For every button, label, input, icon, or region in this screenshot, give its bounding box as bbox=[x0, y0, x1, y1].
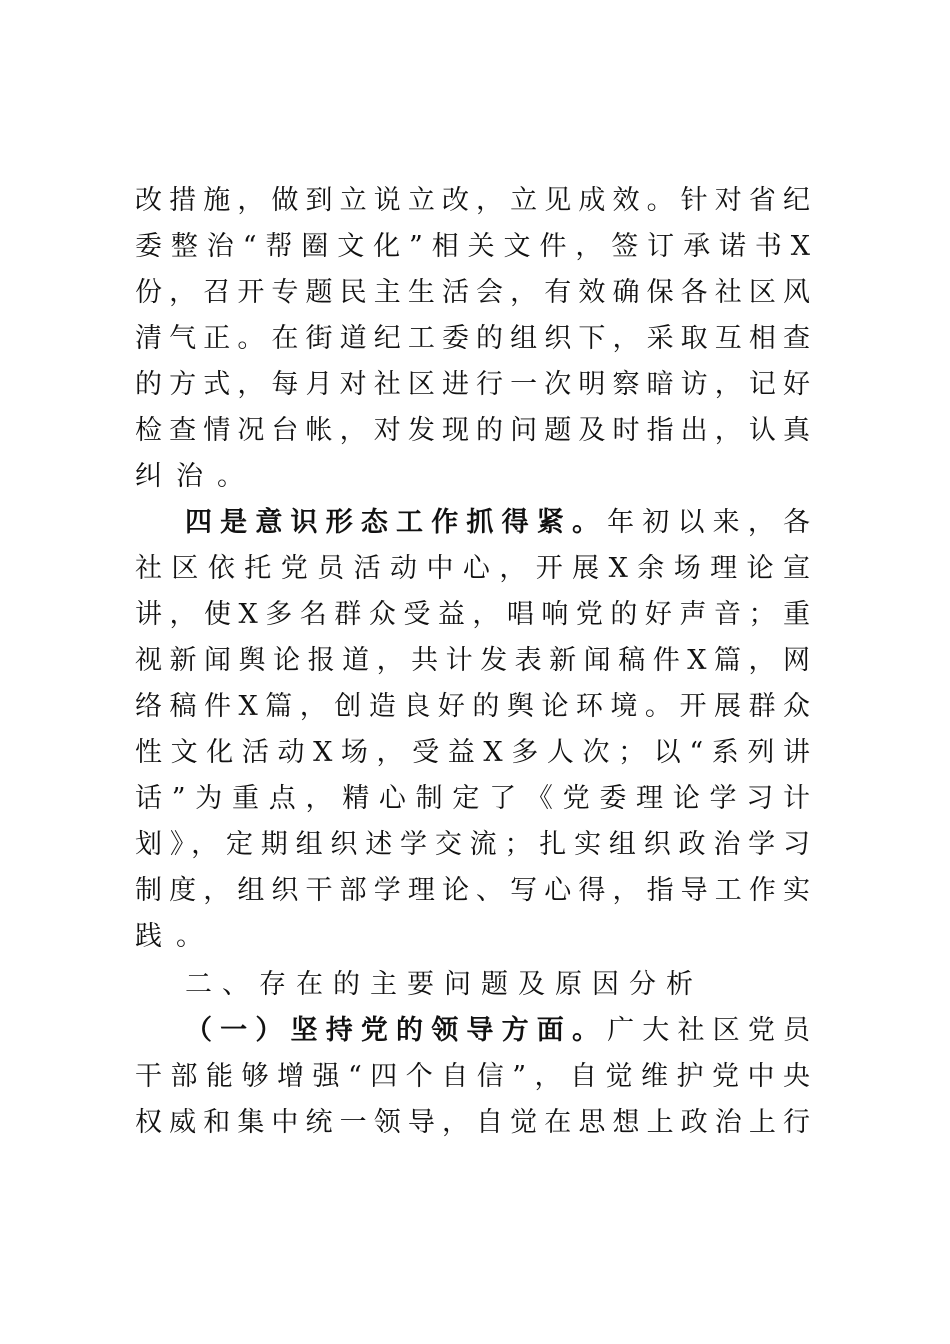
paragraph-line: 性文化活动X场，受益X多人次；以“系列讲 bbox=[135, 737, 810, 768]
paragraph-line: 份，召开专题民主生活会，有效确保各社区风 bbox=[135, 277, 810, 308]
paragraph-lead-rest: 广大社区党员 bbox=[607, 1015, 810, 1046]
paragraph-line: 话”为重点，精心制定了《党委理论学习计 bbox=[135, 783, 810, 814]
paragraph-line: 纠治。 bbox=[135, 461, 258, 492]
paragraph-line: 的方式，每月对社区进行一次明察暗访，记好 bbox=[135, 369, 810, 400]
paragraph-first-line bbox=[185, 1008, 810, 1054]
paragraph-line: 清气正。在街道纪工委的组织下，采取互相查 bbox=[135, 323, 810, 354]
paragraph-line: 络稿件X篇，创造良好的舆论环境。开展群众 bbox=[135, 691, 810, 722]
paragraph-line: 划》，定期组织述学交流；扎实组织政治学习 bbox=[135, 829, 810, 860]
section-heading: 二、存在的主要问题及原因分析 bbox=[185, 969, 703, 1000]
paragraph-line: 社区依托党员活动中心，开展X余场理论宣 bbox=[135, 553, 810, 584]
paragraph-line: 干部能够增强“四个自信”，自觉维护党中央 bbox=[135, 1061, 810, 1092]
paragraph-line: 委整治“帮圈文化”相关文件，签订承诺书X bbox=[135, 231, 810, 262]
paragraph-line: 权威和集中统一领导，自觉在思想上政治上行 bbox=[135, 1107, 810, 1138]
paragraph-line: 践。 bbox=[135, 921, 217, 952]
paragraph-line: 改措施，做到立说立改，立见成效。针对省纪 bbox=[135, 185, 810, 216]
paragraph-lead-bold: （一）坚持党的领导方面。 bbox=[185, 1015, 608, 1046]
paragraph-lead-rest: 年初以来，各 bbox=[607, 507, 810, 538]
paragraph-lead-bold: 四是意识形态工作抓得紧。 bbox=[185, 507, 608, 538]
paragraph-first-line bbox=[185, 500, 810, 546]
paragraph-line: 检查情况台帐，对发现的问题及时指出，认真 bbox=[135, 415, 810, 446]
paragraph-line: 讲，使X多名群众受益，唱响党的好声音；重 bbox=[135, 599, 810, 630]
paragraph-line: 视新闻舆论报道，共计发表新闻稿件X篇，网 bbox=[135, 645, 810, 676]
paragraph-line: 制度，组织干部学理论、写心得，指导工作实 bbox=[135, 875, 810, 906]
